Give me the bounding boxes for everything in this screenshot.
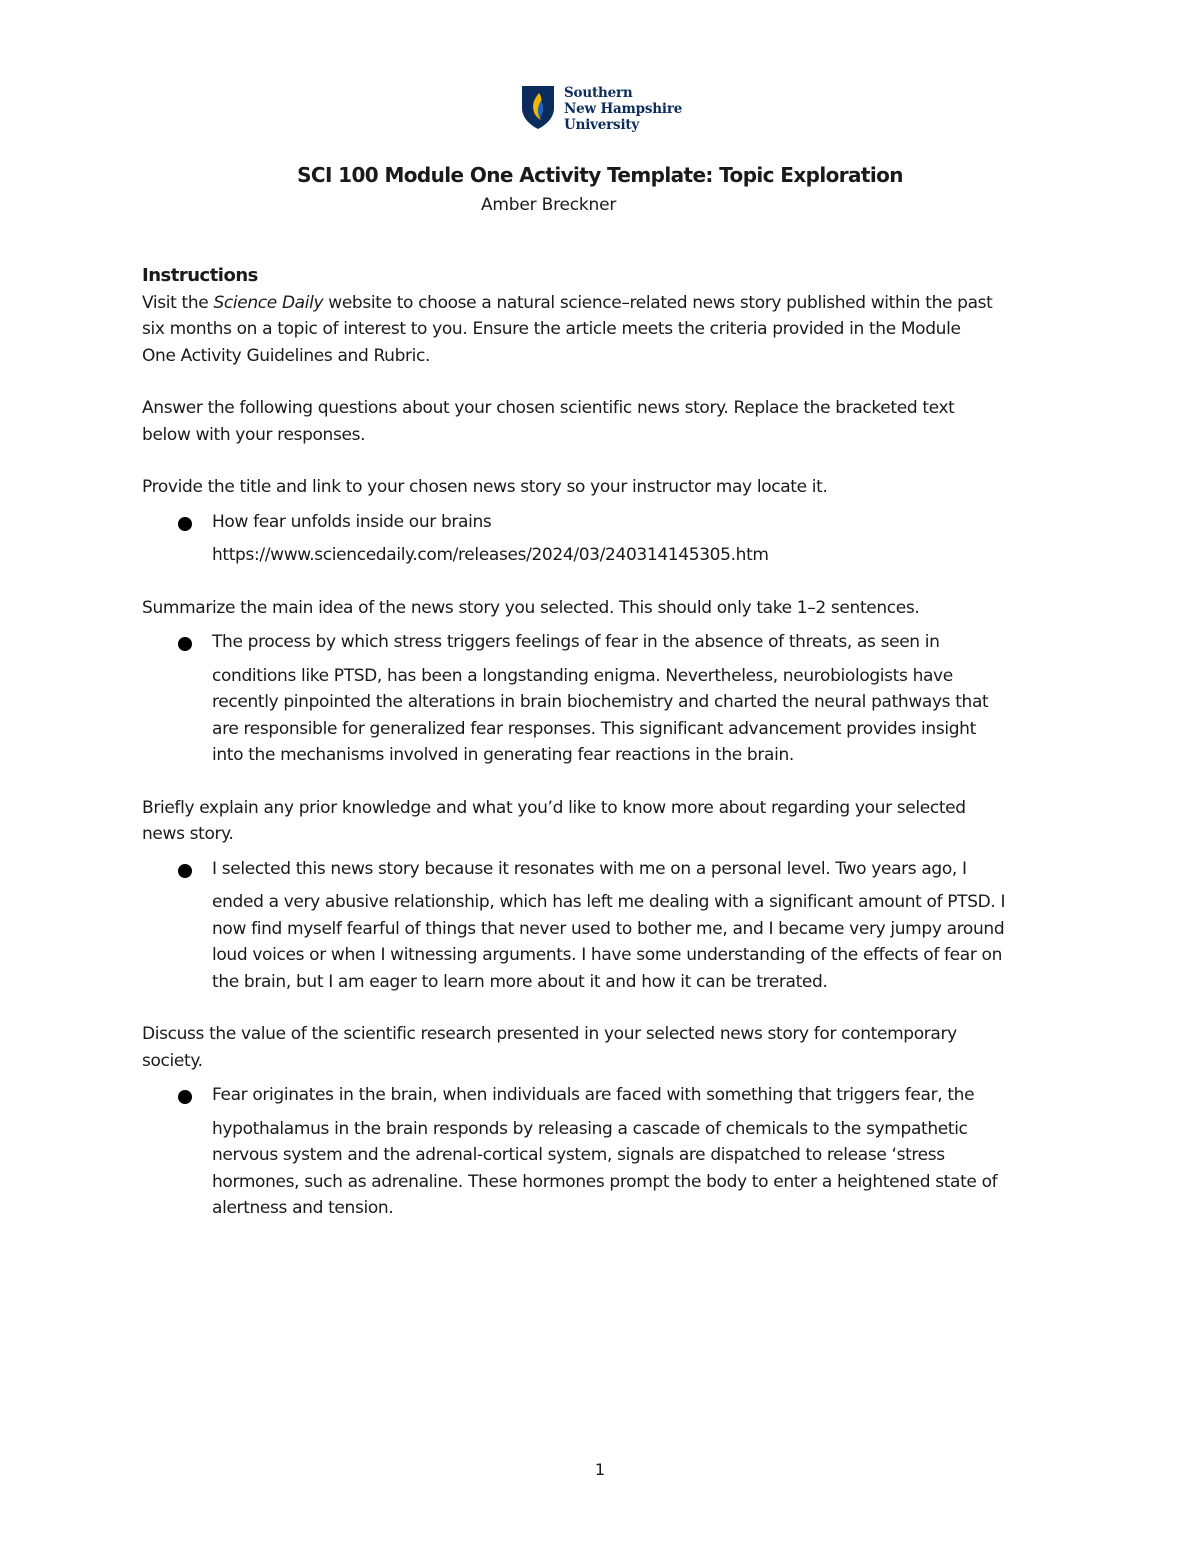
shield-flame-icon: [520, 84, 556, 130]
question-1-answer: [212, 509, 1067, 569]
answer-3-line-1: I selected this news story because it resonates with me on a personal level. Two years ago, I: [212, 858, 967, 879]
answer-4-line-2: hypothalamus in the brain responds by releasing a cascade of chemicals to the sympathetic: [212, 1118, 968, 1139]
instructions-heading: Instructions: [142, 265, 258, 286]
intro-text-before: Visit the: [142, 292, 214, 313]
question-3-answer: [212, 856, 1067, 996]
question-3-prompt-line-2: news story.: [142, 824, 234, 844]
answer-1-line-1: How fear unfolds inside our brains: [212, 511, 492, 532]
question-2-answer: [212, 629, 1067, 769]
question-4-answer: [212, 1082, 1067, 1222]
answer-4-line-3: nervous system and the adrenal-cortical system, signals are dispatched to release ‘stress: [212, 1145, 945, 1165]
answer-2-line-3: recently pinpointed the alterations in brain biochemistry and charted the neural pathways that: [212, 692, 989, 712]
answer-3-line-3: now find myself fearful of things that never used to bother me, and I became very jumpy around: [212, 918, 1005, 939]
answer-2-line-4: are responsible for generalized fear responses. This significant advancement provides insight: [212, 718, 976, 739]
page-number: 1: [594, 1460, 606, 1479]
answer-4-line-4: hormones, such as adrenaline. These hormones prompt the body to enter a heightened state of: [212, 1171, 998, 1192]
question-4-prompt-line-2: society.: [142, 1050, 203, 1071]
intro-text-after: website to choose a natural science–related news story published within the past: [323, 292, 993, 313]
instructions-intro-line-3: One Activity Guidelines and Rubric.: [142, 345, 431, 366]
answer-4-line-5: alertness and tension.: [212, 1198, 394, 1218]
answer-2-line-2: conditions like PTSD, has been a longstanding enigma. Nevertheless, neurobiologists have: [212, 665, 953, 686]
question-2-prompt: Summarize the main idea of the news story you selected. This should only take 1–2 sentences.: [142, 597, 920, 618]
answer-3-line-5: the brain, but I am eager to learn more about it and how it can be trerated.: [212, 971, 828, 992]
logo-line-2: New Hampshire: [564, 101, 683, 117]
answer-2-line-1: The process by which stress triggers feelings of fear in the absence of threats, as seen in: [212, 632, 940, 652]
answer-3-line-4: loud voices or when I witnessing arguments. I have some understanding of the effects of fear on: [212, 945, 1003, 965]
instructions-answer-line-1: Answer the following questions about your chosen scientific news story. Replace the bracketed text: [142, 398, 955, 418]
document-body: [142, 263, 1067, 1222]
answer-1-link: https://www.sciencedaily.com/releases/2024/03/240314145305.htm: [212, 545, 769, 565]
answer-4-line-1: Fear originates in the brain, when individuals are faced with something that triggers fear, the: [212, 1085, 975, 1105]
question-3-prompt-line-1: Briefly explain any prior knowledge and what you’d like to know more about regarding your selected: [142, 797, 966, 818]
question-1-prompt: Provide the title and link to your chosen news story so your instructor may locate it.: [142, 477, 828, 497]
question-4-prompt-line-1: Discuss the value of the scientific research presented in your selected news story for contemporary: [142, 1024, 957, 1044]
instructions-answer-line-2: below with your responses.: [142, 424, 366, 445]
logo-line-3: University: [564, 117, 640, 133]
science-daily-italic: Science Daily: [213, 292, 324, 313]
author-name: Amber Breckner: [481, 195, 617, 215]
logo-line-1: Southern: [564, 85, 633, 101]
instructions-intro-line-1: [142, 290, 1067, 317]
answer-3-line-2: ended a very abusive relationship, which has left me dealing with a significant amount of PTSD. I: [212, 892, 1006, 912]
logo-wordmark: [564, 85, 682, 133]
document-title: SCI 100 Module One Activity Template: Topic Exploration: [297, 163, 903, 187]
instructions-intro-line-2: six months on a topic of interest to you. Ensure the article meets the criteria provided in the Module: [142, 319, 961, 339]
snhu-logo: [520, 84, 682, 133]
answer-2-line-5: into the mechanisms involved in generating fear reactions in the brain.: [212, 745, 794, 765]
